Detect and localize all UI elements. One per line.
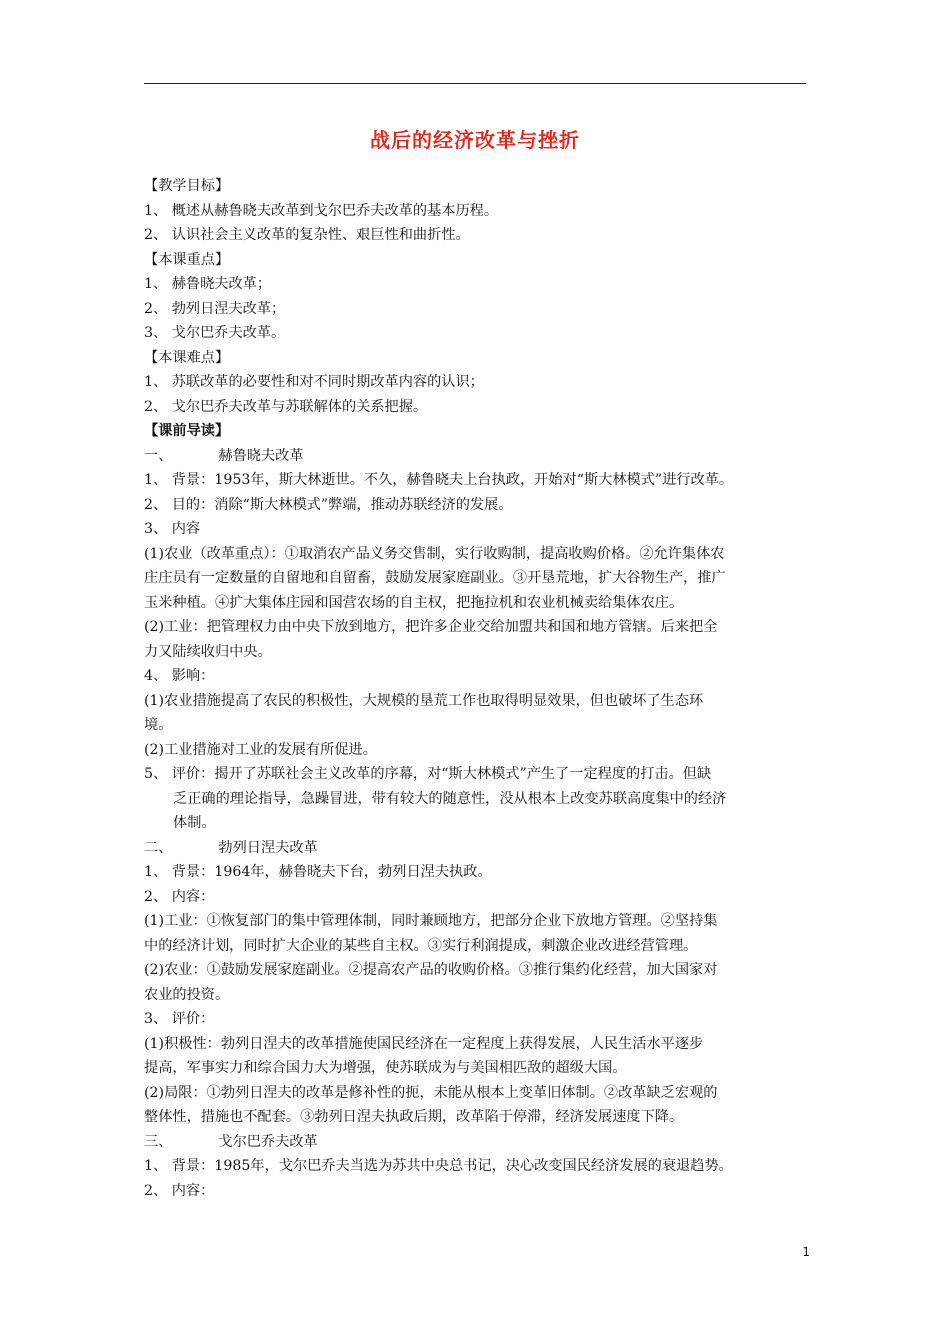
heading-difficulties: 【本课难点】 [144,349,230,366]
text-line: 2、 内容： [144,1182,215,1199]
heading-key-points: 【本课重点】 [144,251,230,268]
section-title: 勃列日涅夫改革 [218,839,318,856]
text-line: (2)工业措施对工业的发展有所促进。 [144,741,377,758]
section-number: 三、 [144,1133,173,1150]
heading-teaching-goals: 【教学目标】 [144,178,230,194]
text-line: 玉米种植。④扩大集体庄园和国营农场的自主权，把拖拉机和农业机械卖给集体农庄。 [144,594,684,611]
text-line: 4、 影响： [144,668,215,684]
heading-preview: 【课前导读】 [144,423,230,439]
section-heading-khrushchev [144,444,808,469]
section-heading-gorbachev [144,1130,808,1155]
text-line: 3、 戈尔巴乔夫改革。 [144,325,286,341]
text-line: 3、 评价： [144,1011,215,1027]
section-title: 戈尔巴乔夫改革 [218,1133,318,1150]
text-line: (2)工业：把管理权力由中央下放到地方，把许多企业交给加盟共和国和地方管辖。后来把全 [144,619,718,635]
header-rule [144,83,806,84]
text-line: 2、 内容： [144,888,215,905]
text-line: 提高，军事实力和综合国力大为增强，使苏联成为与美国相匹敌的超级大国。 [144,1060,627,1076]
text-line: 体制。 [173,815,216,831]
text-line: 1、 背景：1964年，赫鲁晓夫下台，勃列日涅夫执政。 [144,864,492,880]
text-line: 1、 赫鲁晓夫改革； [144,276,272,292]
text-line: (1)工业：①恢复部门的集中管理体制，同时兼顾地方，把部分企业下放地方管理。②坚持集 [144,913,718,929]
text-line: 农业的投资。 [144,986,230,1003]
text-line: 3、 内容 [144,521,201,537]
text-line: 2、 认识社会主义改革的复杂性、艰巨性和曲折性。 [144,227,470,243]
text-line: 1、 背景：1953年，斯大林逝世。不久，赫鲁晓夫上台执政，开始对“斯大林模式”进行改革。 [144,472,734,488]
text-line: 乏正确的理论指导，急躁冒进，带有较大的随意性，没从根本上改变苏联高度集中的经济 [173,790,727,807]
text-line: 境。 [144,717,173,733]
page-title: 战后的经济改革与挫折 [370,128,580,152]
text-line: 2、 目的：消除“斯大林模式”弊端，推动苏联经济的发展。 [144,496,513,513]
text-line: (1)农业措施提高了农民的积极性，大规模的垦荒工作也取得明显效果，但也破坏了生态环 [144,692,704,709]
section-number: 二、 [144,839,173,856]
section-heading-brezhnev [144,836,808,861]
text-line: (2)局限：①勃列日涅夫的改革是修补性的扼，未能从根本上变革旧体制。②改革缺乏宏观的 [144,1084,718,1101]
text-line: 力又陆续收归中央。 [144,643,272,660]
document-body [144,174,808,1203]
text-line: 庄庄员有一定数量的自留地和自留畜，鼓励发展家庭副业。③开垦荒地，扩大谷物生产，推广 [144,570,726,586]
text-line: (1)积极性：勃列日涅夫的改革措施使国民经济在一定程度上获得发展，人民生活水平逐步 [144,1035,704,1052]
text-line: 2、 戈尔巴乔夫改革与苏联解体的关系把握。 [144,398,428,415]
text-line: 中的经济计划，同时扩大企业的某些自主权。③实行利润提成，刺激企业改进经营管理。 [144,937,698,954]
section-title: 赫鲁晓夫改革 [218,447,304,464]
text-line: 5、 评价：揭开了苏联社会主义改革的序幕，对“斯大林模式”产生了一定程度的打击。但缺 [144,766,712,782]
section-number: 一、 [144,447,173,464]
text-line: (1)农业（改革重点）：①取消农产品义务交售制，实行收购制，提高收购价格。②允许集体农 [144,545,725,562]
text-line: 2、 勃列日涅夫改革； [144,300,286,317]
text-line: 1、 苏联改革的必要性和对不同时期改革内容的认识； [144,374,484,390]
text-line: 整体性，措施也不配套。③勃列日涅夫执政后期，改革陷于停滞，经济发展速度下降。 [144,1109,684,1125]
text-line: 1、 背景：1985年，戈尔巴乔夫当选为苏共中央总书记，决心改变国民经济发展的衰退趋势。 [144,1158,733,1174]
text-line: (2)农业：①鼓励发展家庭副业。②提高农产品的收购价格。③推行集约化经营，加大国家对 [144,962,718,978]
text-line: 1、 概述从赫鲁晓夫改革到戈尔巴乔夫改革的基本历程。 [144,202,499,219]
page-number: 1 [802,1245,810,1259]
